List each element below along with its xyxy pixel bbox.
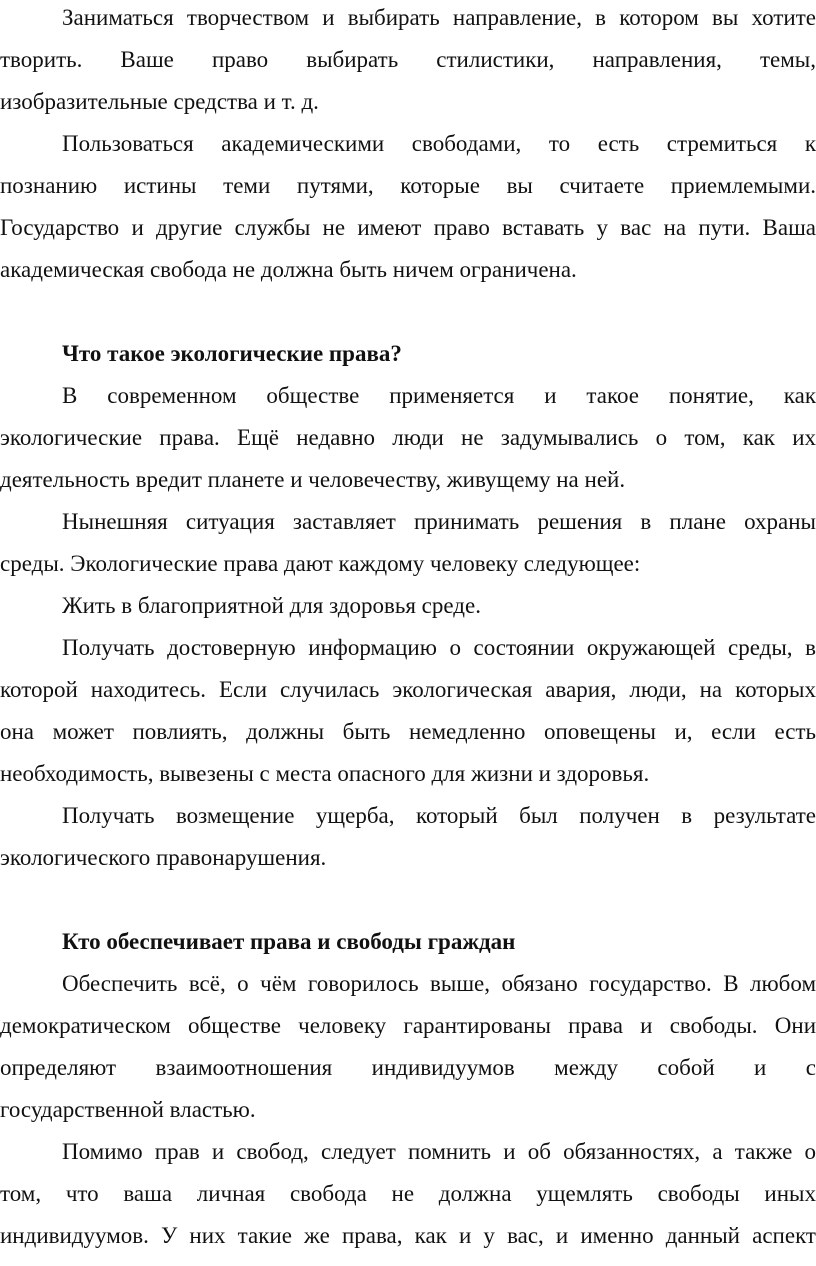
- paragraph-7-line-2: экологического правонарушения.: [0, 845, 327, 870]
- paragraph-8-line-4: государственной властью.: [0, 1097, 256, 1122]
- paragraph-7-line-1: Получать возмещение ущерба, который был получен в результате: [62, 803, 816, 828]
- paragraph-1-line-3: изобразительные средства и т. д.: [0, 89, 319, 114]
- paragraph-3-line-1: В современном обществе применяется и такое понятие, как: [62, 383, 816, 408]
- paragraph-9-line-1: Помимо прав и свобод, следует помнить и об обязанностях, а также о: [62, 1139, 816, 1164]
- paragraph-8-line-3: определяют взаимоотношения индивидуумов между собой и с: [0, 1055, 816, 1080]
- paragraph-2-line-4: академическая свобода не должна быть ничем ограничена.: [0, 257, 577, 282]
- paragraph-3-line-3: деятельность вредит планете и человечеству, живущему на ней.: [0, 467, 626, 492]
- paragraph-1-line-2: творить. Ваше право выбирать стилистики, направления, темы,: [0, 47, 816, 72]
- paragraph-5-line-1: Жить в благоприятной для здоровья среде.: [62, 593, 481, 618]
- paragraph-6-line-3: она может повлиять, должны быть немедленно оповещены и, если есть: [0, 719, 816, 744]
- paragraph-2-line-2: познанию истины теми путями, которые вы считаете приемлемыми.: [0, 173, 816, 198]
- paragraph-9-line-2: том, что ваша личная свобода не должна ущемлять свободы иных: [0, 1181, 816, 1206]
- paragraph-8-line-1: Обеспечить всё, о чём говорилось выше, обязано государство. В любом: [62, 971, 816, 996]
- paragraph-6-line-1: Получать достоверную информацию о состоянии окружающей среды, в: [62, 635, 816, 660]
- paragraph-4-line-2: среды. Экологические права дают каждому человеку следующее:: [0, 551, 641, 576]
- paragraph-6-line-2: которой находитесь. Если случилась экологическая авария, люди, на которых: [0, 677, 816, 702]
- paragraph-1-line-1: Заниматься творчеством и выбирать направление, в котором вы хотите: [62, 5, 816, 30]
- paragraph-3-line-2: экологические права. Ещё недавно люди не задумывались о том, как их: [0, 425, 816, 450]
- paragraph-8-line-2: демократическом обществе человеку гарантированы права и свободы. Они: [0, 1013, 816, 1038]
- section-heading: Кто обеспечивает права и свободы граждан: [62, 929, 516, 954]
- paragraph-4-line-1: Нынешняя ситуация заставляет принимать решения в плане охраны: [62, 509, 816, 534]
- paragraph-9-line-3: индивидуумов. У них такие же права, как и у вас, и именно данный аспект: [0, 1223, 816, 1248]
- paragraph-2-line-3: Государство и другие службы не имеют право вставать у вас на пути. Ваша: [0, 215, 816, 240]
- paragraph-6-line-4: необходимость, вывезены с места опасного для жизни и здоровья.: [0, 761, 650, 786]
- paragraph-2-line-1: Пользоваться академическими свободами, то есть стремиться к: [62, 131, 816, 156]
- section-heading: Что такое экологические права?: [62, 341, 402, 366]
